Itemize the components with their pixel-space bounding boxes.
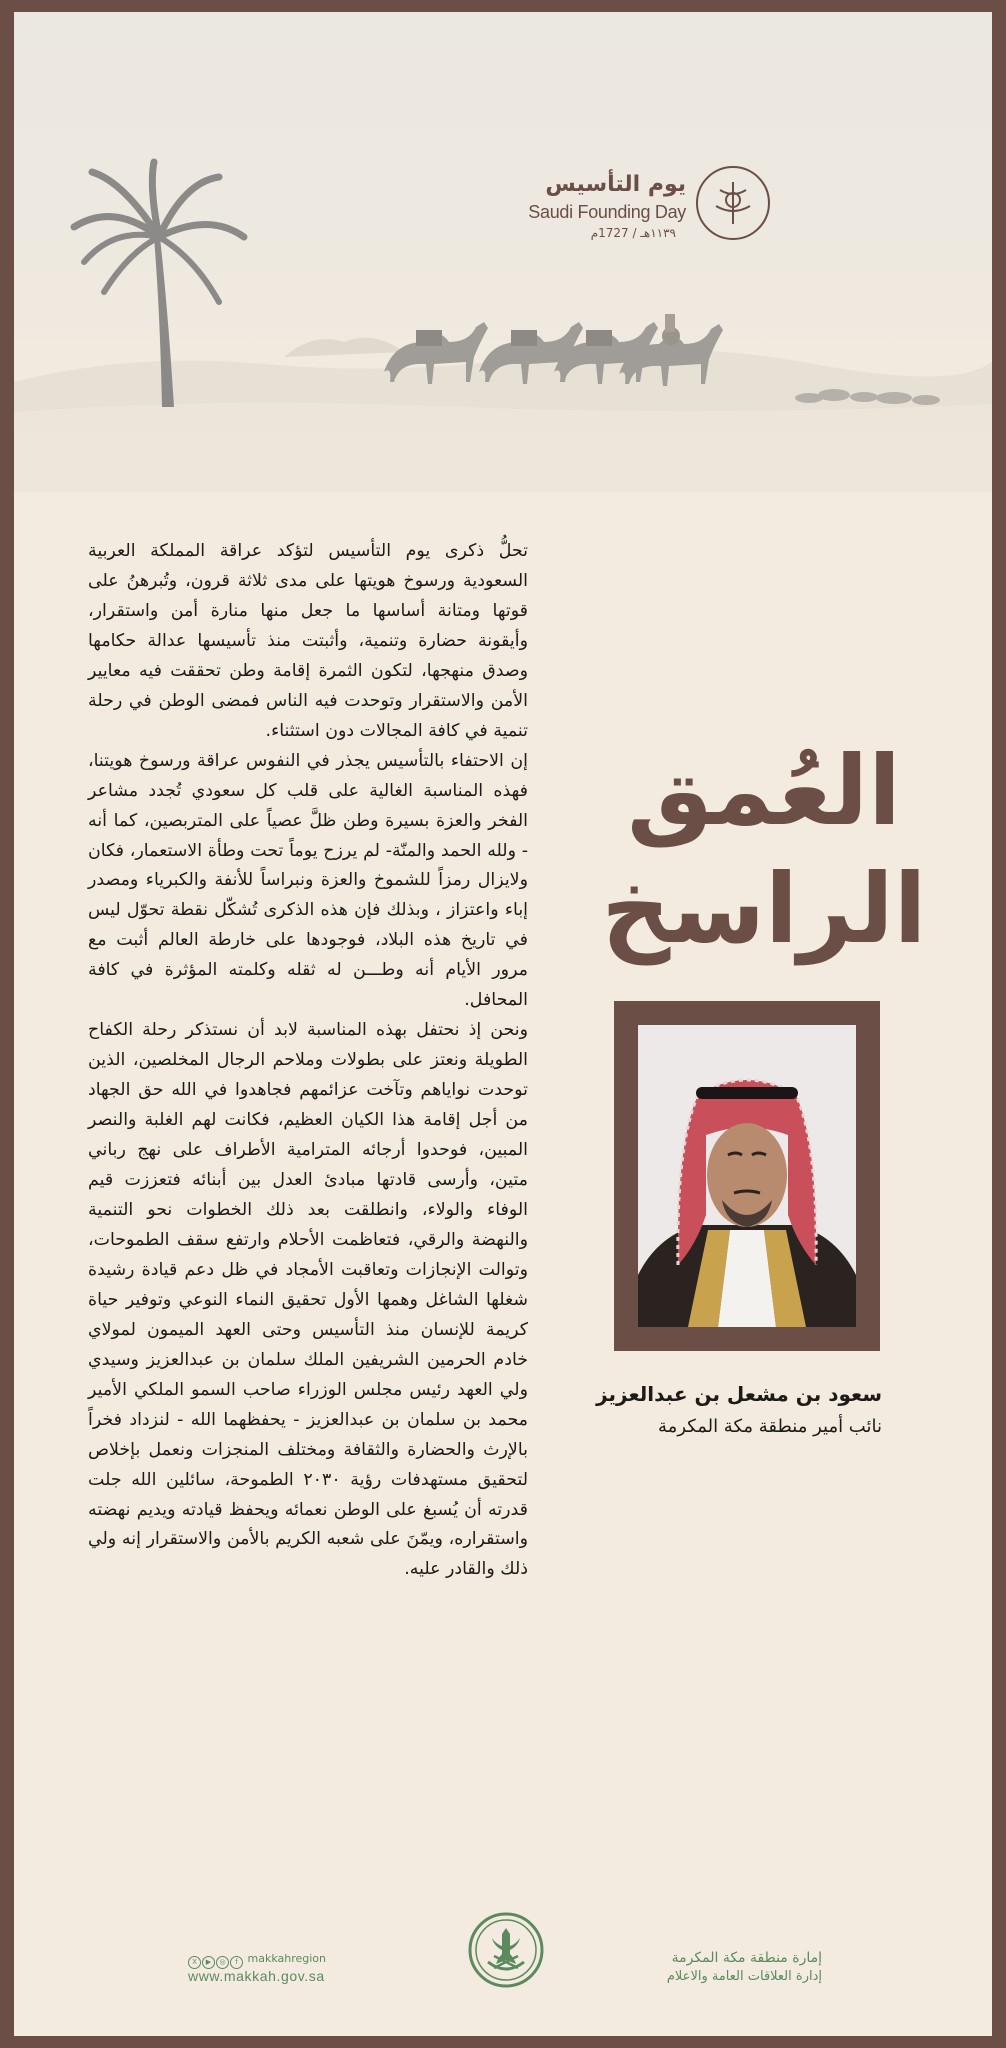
headline-line: العُمق [626, 735, 902, 847]
youtube-icon[interactable]: ▶ [202, 1956, 215, 1969]
portrait-frame [614, 1001, 880, 1351]
logo-english-title: Saudi Founding Day [528, 202, 686, 222]
logo-arabic-title: يوم التأسيس [545, 172, 686, 197]
person-title: نائب أمير منطقة مكة المكرمة [658, 1416, 882, 1437]
social-handle-text: makkahregion [247, 1952, 327, 1965]
poster [14, 12, 992, 2036]
department-name: إدارة العلاقات العامة والاعلام [666, 1969, 822, 1984]
headline-line: الراسخ [601, 853, 927, 965]
portrait-photo [638, 1025, 856, 1327]
article-paragraph: ونحن إذ نحتفل بهذه المناسبة لابد أن نستذكر رحلة الكفاح الطويلة ونعتز على بطولات وملاحم الرجال المخلصين، الذين توحدت نواياهم وتآخت عزائمهم فجاهدوا في الله حق الجهاد من أجل إقامة هذا الكيان العظيم، فكانت لهم الغلبة والنصر المبين، فوحدوا أرجائه المترامية الأطراف على نهج رباني متين، وأرسى قادتها مبادئ العدل بين أبنائه فتعززت قيم الوفاء والولاء، وانطلقت بعد ذلك الخطوات نحو التنمية والنهضة والرقي، فتعاظمت الأحلام وارتفع سقف الطموحات، وتوالت الإنجازات وتعاقبت الأمجاد في ظل دعم قيادة رشيدة شغلها الشاغل وهمها الأول تحقيق النماء النوعي وتوفير حياة كريمة للإنسان منذ التأسيس وحتى العهد الميمون لمولاي خادم الحرمين الشريفين الملك سلمان بن عبدالعزيز وسيدي ولي العهد رئيس مجلس الوزراء صاحب السمو الملكي الأمير محمد بن سلمان بن عبدالعزيز - يحفظهما الله - لنزداد فخراً بالإرث والحضارة والثقافة ومختلف المنجزات ونعمل بإخلاص لتحقيق مستهدفات رؤية ٢٠٣٠ الطموحة، سائلين الله جلت قدرته أن يُسبغ على الوطن نعمائه ويحفظ قيادته ويديم نهضته واستقراره، ويمّنَ على شعبه الكريم بالأمن والاستقرار إنه ولي ذلك والقادر عليه. [88, 1020, 528, 1580]
founding-day-logo [510, 162, 770, 252]
saudi-emblem-icon [468, 1912, 544, 1988]
instagram-icon[interactable]: ◎ [216, 1956, 229, 1969]
headline [594, 732, 934, 968]
founding-day-emblem-icon [696, 166, 770, 240]
desert-scene-illustration [14, 12, 992, 492]
article-paragraph: إن الاحتفاء بالتأسيس يجذر في النفوس عراقة ورسوخ هويتنا، فهذه المناسبة الغالية على قلب كل سعودي تُجدد مشاعر الفخر والعزة بسيرة وطن ظلَّ عصياً على المتربصين، كما أنه - ولله الحمد والمنّة- لم يرزح يوماً تحت وطأة الاستعمار، فكان ولايزال رمزاً للشموخ والعزة ونبراساً للأنفة والكبرياء ومصدر إباء واعتزاز ، وبذلك فإن هذه الذكرى تُشكّل نقطة تحوّل ليس في تاريخ هذه البلاد، فوجودها على خارطة العالم أثبت مع مرور الأيام أنه وطـــن له ثقله وكلمته المؤثرة في كافة المحافل. [88, 750, 528, 1011]
logo-years: ١١٣٩هـ / 1727م [590, 226, 676, 240]
website-link[interactable]: www.makkah.gov.sa [188, 1968, 325, 1984]
organization-name: إمارة منطقة مكة المكرمة [671, 1950, 822, 1966]
article-body [88, 537, 528, 1585]
article-paragraph: تحلُّ ذكرى يوم التأسيس لتؤكد عراقة المملكة العربية السعودية ورسوخ هويتها على مدى ثلاثة قرون، وتُبرهنُ على قوتها ومتانة أساسها ما جعل منها منارة أمن واستقرار، وأيقونة حضارة وتنمية، وأثبتت منذ تأسيسها عدالة حكامها وصدق منهجها، لتكون الثمرة إقامة وطن تحققت فيه معايير الأمن والاستقرار وتوحدت فيه الناس فمضى الوطن في رحلة تنمية في كافة المجالات دون استثناء. [88, 541, 528, 741]
social-handles[interactable] [188, 1952, 348, 1968]
person-name: سعود بن مشعل بن عبدالعزيز [596, 1382, 882, 1406]
facebook-icon[interactable]: f [230, 1956, 243, 1969]
x-icon[interactable]: X [188, 1956, 201, 1969]
